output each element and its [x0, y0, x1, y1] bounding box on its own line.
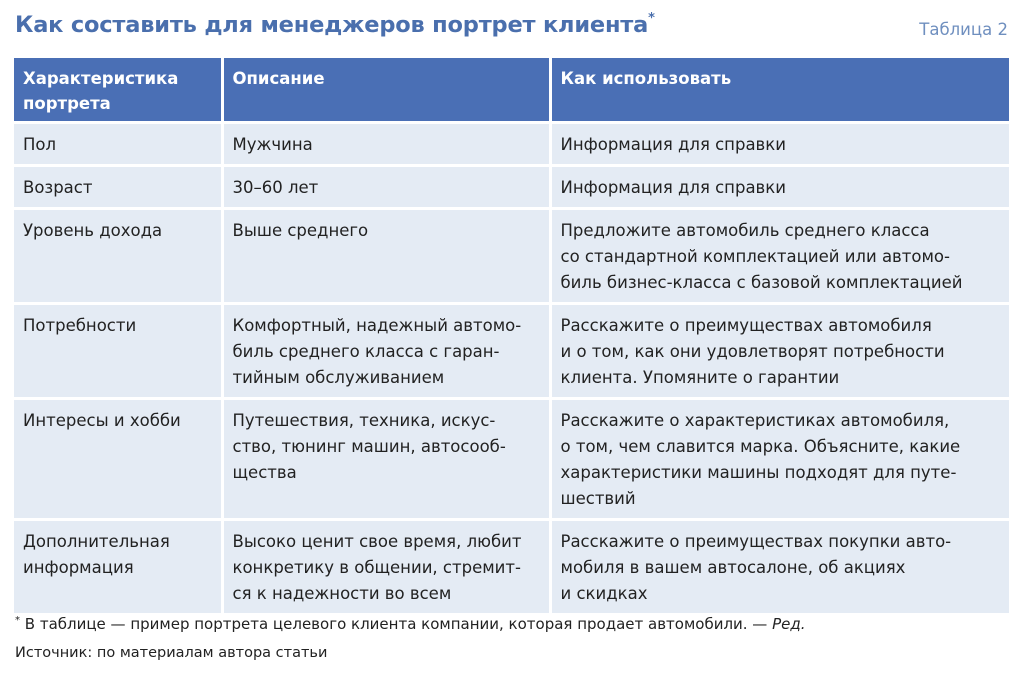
cell-usage: Информация для справки — [550, 123, 1009, 166]
cell-usage: Расскажите о преимуществах покупки авто- мобиля в вашем автосалоне, об акциях и скидках — [550, 520, 1009, 614]
header-characteristic-label: Характеристика портрета — [23, 69, 179, 113]
table-row — [14, 166, 1009, 209]
table-row — [14, 123, 1009, 166]
table-row — [14, 304, 1009, 399]
table-row — [14, 399, 1009, 520]
header-characteristic — [14, 58, 222, 123]
cell-usage: Информация для справки — [550, 166, 1009, 209]
table-row — [14, 209, 1009, 304]
cell-characteristic: Возраст — [14, 166, 222, 209]
cell-characteristic: Дополнительная информация — [14, 520, 222, 614]
footnote-text: В таблице — пример портрета целевого клиента компании, которая продает автомобили. — — [20, 615, 773, 633]
cell-characteristic: Пол — [14, 123, 222, 166]
table-row — [14, 520, 1009, 614]
cell-description: Комфортный, надежный автомо- биль среднего класса с гаран- тийным обслуживанием — [222, 304, 550, 399]
header-usage-label: Как использовать — [560, 69, 732, 88]
cell-usage: Расскажите о характеристиках автомобиля, о том, чем славится марка. Объясните, какие характеристики машины подходят для путе- шествий — [550, 399, 1009, 520]
cell-description: Мужчина — [222, 123, 550, 166]
cell-usage: Предложите автомобиль среднего класса со стандартной комплектацией или автомо- биль бизнес-класса с базовой комплектацией — [550, 209, 1009, 304]
cell-description: Выше среднего — [222, 209, 550, 304]
header-description — [222, 58, 550, 123]
source-note: Источник: по материалам автора статьи — [15, 645, 328, 661]
table-header-row — [14, 58, 1009, 123]
cell-description: 30–60 лет — [222, 166, 550, 209]
cell-characteristic: Уровень дохода — [14, 209, 222, 304]
cell-description: Путешествия, техника, искус- ство, тюнинг машин, автосооб- щества — [222, 399, 550, 520]
header-usage — [550, 58, 1009, 123]
cell-description: Высоко ценит свое время, любит конкретику в общении, стремит- ся к надежности во всем — [222, 520, 550, 614]
cell-characteristic: Интересы и хобби — [14, 399, 222, 520]
table-number-label: Таблица 2 — [919, 20, 1008, 39]
client-portrait-table — [14, 58, 1009, 613]
footnote-editor: Ред. — [772, 615, 806, 633]
title-footnote-marker: * — [648, 10, 655, 26]
cell-characteristic: Потребности — [14, 304, 222, 399]
footnote — [15, 615, 806, 633]
footnote-marker: * — [15, 615, 20, 626]
page-title — [15, 12, 655, 38]
cell-usage: Расскажите о преимуществах автомобиля и о том, как они удовлетворят потребности клиента. Упомяните о гарантии — [550, 304, 1009, 399]
title-text: Как составить для менеджеров портрет клиента — [15, 12, 649, 38]
header-description-label: Описание — [232, 69, 325, 88]
